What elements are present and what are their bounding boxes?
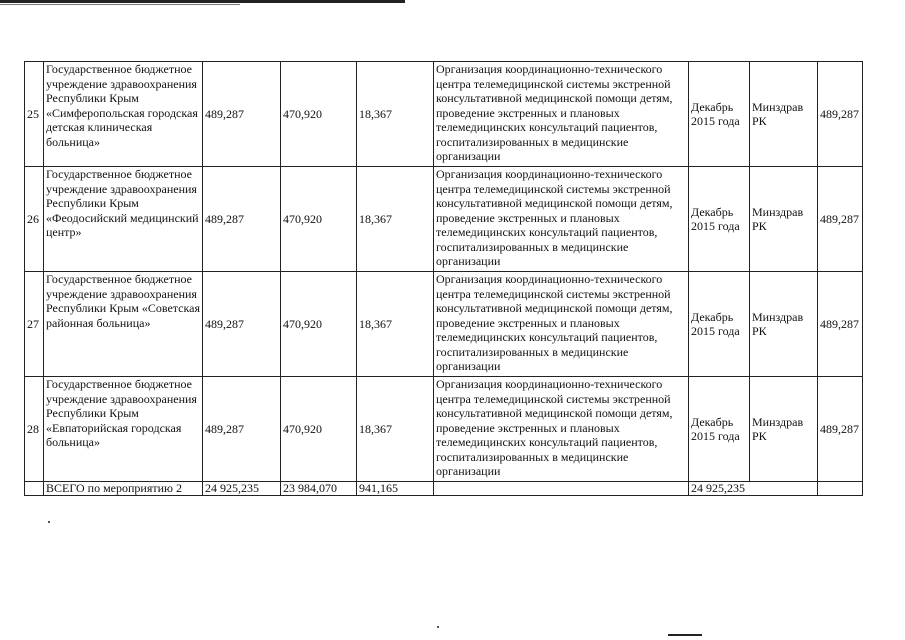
bottom-rule bbox=[668, 634, 702, 636]
deadline: Декабрь 2015 года bbox=[689, 272, 750, 377]
cost-total: 489,287 bbox=[203, 377, 281, 482]
measure-description: Организация координационно-технического центра телемедицинской системы экстренной консультативной медицинской помощи детям, проведение экстренных и плановых телемедицинских консультаций пациентов, госпитализированных в медицинские организации bbox=[434, 167, 689, 272]
cost-total: 489,287 bbox=[203, 62, 281, 167]
cost-regional: 18,367 bbox=[357, 167, 434, 272]
total-regional: 941,165 bbox=[357, 482, 434, 496]
amount: 489,287 bbox=[818, 167, 863, 272]
executor: Минздрав РК bbox=[750, 62, 818, 167]
cost-regional: 18,367 bbox=[357, 272, 434, 377]
measure-description: Организация координационно-технического центра телемедицинской системы экстренной консультативной медицинской помощи детям, проведение экстренных и плановых телемедицинских консультаций пациентов, госпитализированных в медицинские организации bbox=[434, 377, 689, 482]
cost-federal: 470,920 bbox=[281, 377, 357, 482]
table-row bbox=[25, 272, 863, 377]
measure-description: Организация координационно-технического центра телемедицинской системы экстренной консультативной медицинской помощи детям, проведение экстренных и плановых телемедицинских консультаций пациентов, госпитализированных в медицинские организации bbox=[434, 272, 689, 377]
scan-speck bbox=[48, 521, 50, 523]
budget-table bbox=[24, 61, 863, 496]
table-row bbox=[25, 377, 863, 482]
total-label: ВСЕГО по мероприятию 2 bbox=[44, 482, 203, 496]
table-row bbox=[25, 62, 863, 167]
executor: Минздрав РК bbox=[750, 167, 818, 272]
organization-name: Государственное бюджетное учреждение здравоохранения Республики Крым «Советская районная больница» bbox=[44, 272, 203, 377]
row-number: 27 bbox=[25, 272, 44, 377]
cost-regional: 18,367 bbox=[357, 377, 434, 482]
scan-speck bbox=[437, 626, 439, 628]
deadline: Декабрь 2015 года bbox=[689, 167, 750, 272]
total-row bbox=[25, 482, 863, 496]
total-desc-cell bbox=[434, 482, 689, 496]
deadline: Декабрь 2015 года bbox=[689, 62, 750, 167]
top-rule-secondary bbox=[0, 4, 240, 5]
executor: Минздрав РК bbox=[750, 272, 818, 377]
row-number: 25 bbox=[25, 62, 44, 167]
cost-total: 489,287 bbox=[203, 167, 281, 272]
deadline: Декабрь 2015 года bbox=[689, 377, 750, 482]
total-amount-cell bbox=[818, 482, 863, 496]
amount: 489,287 bbox=[818, 62, 863, 167]
total-federal: 23 984,070 bbox=[281, 482, 357, 496]
row-number: 26 bbox=[25, 167, 44, 272]
amount: 489,287 bbox=[818, 377, 863, 482]
organization-name: Государственное бюджетное учреждение здравоохранения Республики Крым «Евпаторийская городская больница» bbox=[44, 377, 203, 482]
organization-name: Государственное бюджетное учреждение здравоохранения Республики Крым «Симферопольская городская детская клиническая больница» bbox=[44, 62, 203, 167]
measure-description: Организация координационно-технического центра телемедицинской системы экстренной консультативной медицинской помощи детям, проведение экстренных и плановых телемедицинских консультаций пациентов, госпитализированных в медицинские организации bbox=[434, 62, 689, 167]
total-sum: 24 925,235 bbox=[203, 482, 281, 496]
table-row bbox=[25, 167, 863, 272]
row-number: 28 bbox=[25, 377, 44, 482]
cost-federal: 470,920 bbox=[281, 62, 357, 167]
organization-name: Государственное бюджетное учреждение здравоохранения Республики Крым «Феодосийский медицинский центр» bbox=[44, 167, 203, 272]
cost-federal: 470,920 bbox=[281, 167, 357, 272]
top-rule bbox=[0, 0, 405, 3]
cost-total: 489,287 bbox=[203, 272, 281, 377]
total-num-cell bbox=[25, 482, 44, 496]
executor: Минздрав РК bbox=[750, 377, 818, 482]
total-deadline-sum: 24 925,235 bbox=[689, 482, 818, 496]
cost-regional: 18,367 bbox=[357, 62, 434, 167]
cost-federal: 470,920 bbox=[281, 272, 357, 377]
amount: 489,287 bbox=[818, 272, 863, 377]
